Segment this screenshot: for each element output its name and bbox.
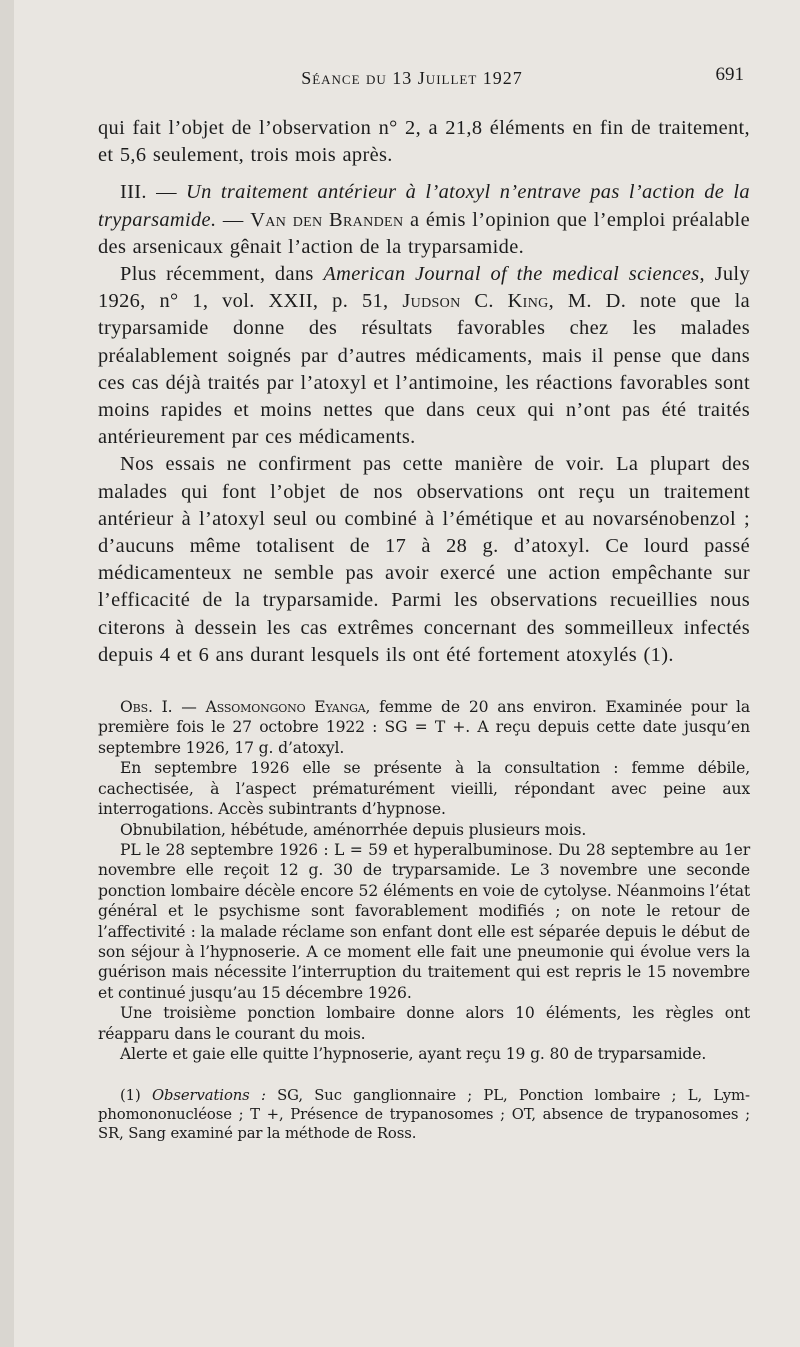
section-marker: III. —	[120, 181, 177, 204]
observation-paragraph: PL le 28 septembre 1926 : L = 59 et hyperalbuminose. Du 28 septembre au 1er novembre elle reçoit 12 g. 30 de tryparsamide. Le 3 novembre une seconde ponction lombaire décèle encore 52 éléments en voie de cytolyse. Néanmoins l’état général et le psychisme sont favorablement modifiés ; on note le retour de l’affectivité : la malade réclame son enfant dont elle est séparée depuis le début de son séjour à l’hypnoserie. A ce moment elle fait une pneumonie qui évolue vers la guérison mais nécessite l’interruption du traitement qui est repris le 15 novembre et continué jusqu’au 15 décembre 1926.	[98, 840, 750, 1002]
observation-paragraph: Obnubilation, hébétude, aménorrhée depuis plusieurs mois.	[120, 820, 587, 839]
author-name: Van den Branden	[250, 208, 404, 231]
footnote-label: Observations :	[151, 1087, 266, 1105]
header-title: Séance du 13 Juillet 1927	[301, 68, 523, 88]
patient-name: Assomongono Eyanga	[205, 698, 366, 717]
footnote-text	[98, 1086, 750, 1143]
observation-paragraph: Une troisième ponction lombaire donne alors 10 éléments, les règles ont réapparu dans le courant du mois.	[98, 1004, 750, 1043]
observation-intro-text: , femme de 20 ans environ. Examinée pour la première fois le 27 octobre 1922 : SG = T +. A reçu depuis cette date jusqu’en septembre 1926, 17 g. d’atoxyl.	[98, 698, 751, 757]
paragraph-section-3	[98, 179, 750, 261]
observation-label: Obs. I. —	[120, 698, 197, 717]
paragraph-findings: Nos essais ne confirment pas cette manière de voir. La plupart des malades qui font l’objet de nos observations ont reçu un traitement antérieur à l’atoxyl seul ou combiné à l’émétique et au novarsénobenzol ; d’aucuns même totalisent de 17 à 28 g. d’atoxyl. Ce lourd passé médicamenteux ne semble pas avoir exercé une action empêchante sur l’efficacité de la tryparsamide. Parmi les observations recueillies nous citerons à dessein les cas extrêmes concernant des sommeilleux infectés depuis 4 et 6 ans durant lesquels ils ont été fortement atoxylés (1).	[98, 453, 750, 666]
heading-dash: —	[222, 208, 244, 231]
citation-details: , July 1926, n° 1, vol. XXII, p. 51,	[98, 263, 750, 313]
footnote	[98, 1086, 750, 1143]
observation-paragraph: Alerte et gaie elle quitte l’hypnoserie, ayant reçu 19 g. 80 de tryparsamide.	[120, 1044, 707, 1063]
observation-block	[98, 697, 750, 1064]
observation-paragraph: En septembre 1926 elle se présente à la consultation : femme débile, cachectisée, à l’aspect prématurément vieilli, répondant avec peine aux interrogations. Accès subintrants d’hypnose.	[98, 759, 750, 819]
journal-title: American Journal of the medical sciences	[323, 263, 700, 286]
observation-intro	[98, 697, 750, 758]
main-text	[98, 115, 750, 669]
paragraph-text: a émis l’opinion que l’emploi préalable des arsenicaux gênait l’action de la tryparsamide.	[98, 208, 750, 258]
footnote-marker: (1)	[120, 1087, 141, 1105]
section-heading: Un traitement antérieur à l’atoxyl n’entrave pas l’action de la tryparsamide.	[98, 181, 750, 231]
body-text	[98, 115, 750, 1143]
paragraph-lead: Plus récemment, dans	[120, 263, 314, 286]
footnote-body: SG, Suc ganglionnaire ; PL, Ponction lombaire ; L, Lymphomononucléose ; T +, Présence de trypanosomes ; OT, absence de trypanosomes ; SR, Sang examiné par la méthode de Ross.	[98, 1087, 750, 1143]
paragraph-text: note que la tryparsamide donne des résultats favorables chez les malades préalablement soignés par d’autres médicaments, mais il pense que dans ces cas déjà traités par l’atoxyl et l’antimoine, les réactions favorables sont moins rapides et moins nettes que dans ceux qui n’ont pas été traités antérieurement par ces médicaments.	[98, 290, 751, 449]
page-number: 691	[715, 64, 744, 85]
paragraph-citation	[98, 261, 750, 451]
running-header	[80, 62, 744, 92]
cited-author: Judson C. King, M. D.	[402, 290, 627, 313]
paragraph-continuation: qui fait l’objet de l’observation n° 2, a 21,8 éléments en fin de traitement, et 5,6 seulement, trois mois après.	[98, 117, 750, 167]
